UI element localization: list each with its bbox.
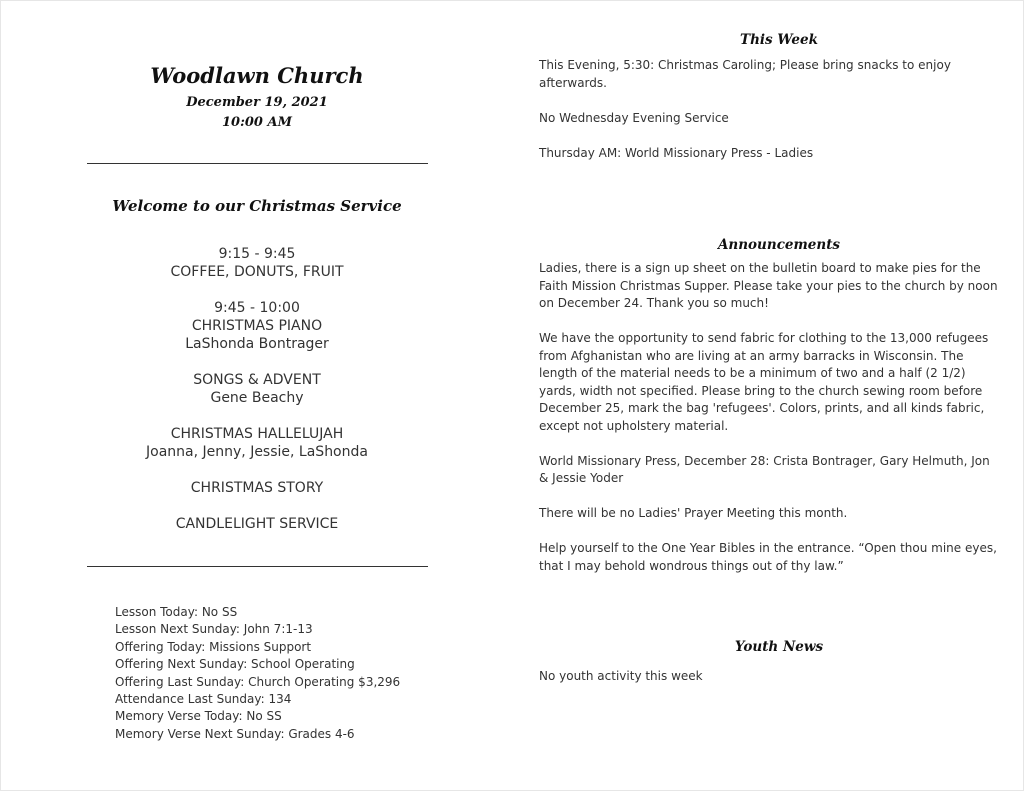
program-item [1, 245, 513, 281]
info-row: Lesson Next Sunday: John 7:1-13 [115, 622, 313, 637]
announcement-item: There will be no Ladies' Prayer Meeting this month. [539, 506, 848, 520]
announcement-item: World Missionary Press, December 28: Crista Bontrager, Gary Helmuth, Jon & Jessie Yoder [539, 453, 990, 485]
program-list [1, 245, 513, 551]
welcome-heading: Welcome to our Christmas Service [112, 197, 402, 215]
program-time: 9:15 - 9:45 [218, 246, 296, 262]
left-panel [1, 1, 513, 792]
announcements-body [539, 260, 999, 593]
this-week-item: This Evening, 5:30: Christmas Caroling; Please bring snacks to enjoy afterwards. [539, 58, 951, 90]
program-title: CHRISTMAS PIANO [191, 318, 323, 334]
info-row: Offering Next Sunday: School Operating [115, 657, 355, 672]
program-item [1, 371, 513, 407]
program-item [1, 515, 513, 533]
service-time: 10:00 AM [222, 115, 292, 130]
program-performer: Joanna, Jenny, Jessie, LaShonda [146, 444, 368, 460]
church-name: Woodlawn Church [150, 63, 364, 88]
program-time: 9:45 - 10:00 [214, 300, 300, 316]
program-title: CANDLELIGHT SERVICE [175, 516, 339, 532]
this-week-item: Thursday AM: World Missionary Press - Ladies [539, 145, 814, 160]
program-performer: Gene Beachy [210, 390, 304, 406]
announcement-item: We have the opportunity to send fabric for clothing to the 13,000 refugees from Afghanistan who are living at an army barracks in Wisconsin. The length of the material needs to be a minimum of two and a half (2 1/2) yards, width not specified. Please bring to the church sewing room before December 25, mark the bag 'refugees'. Colors, prints, and all kinds fabric, except not upholstery material. [539, 331, 989, 433]
info-row: Offering Last Sunday: Church Operating $3,296 [115, 674, 401, 689]
program-title: COFFEE, DONUTS, FRUIT [170, 264, 344, 280]
announcements-heading: Announcements [717, 237, 841, 253]
info-row: Memory Verse Today: No SS [115, 709, 282, 724]
youth-news-heading: Youth News [734, 639, 824, 655]
divider-top [87, 163, 428, 164]
info-list [115, 604, 495, 743]
program-performer: LaShonda Bontrager [185, 336, 329, 352]
this-week-item: No Wednesday Evening Service [539, 110, 729, 125]
program-item [1, 299, 513, 353]
info-row: Lesson Today: No SS [115, 605, 238, 619]
announcement-item: Ladies, there is a sign up sheet on the bulletin board to make pies for the Faith Mission Christmas Supper. Please take your pies to the church by noon on December 24. Thank you so much! [539, 261, 998, 310]
program-title: CHRISTMAS STORY [190, 480, 324, 496]
program-item [1, 425, 513, 461]
youth-news-body [539, 668, 999, 703]
program-title: SONGS & ADVENT [193, 372, 321, 388]
program-title: CHRISTMAS HALLELUJAH [170, 426, 344, 442]
this-week-heading: This Week [740, 32, 818, 48]
right-panel [513, 1, 1024, 792]
youth-news-item: No youth activity this week [539, 669, 703, 683]
service-date: December 19, 2021 [186, 95, 328, 110]
this-week-body [539, 57, 999, 180]
info-row: Attendance Last Sunday: 134 [115, 692, 292, 707]
divider-bottom [87, 566, 428, 567]
program-item [1, 479, 513, 497]
info-row: Offering Today: Missions Support [115, 639, 312, 654]
info-row: Memory Verse Next Sunday: Grades 4-6 [115, 726, 355, 741]
announcement-item: Help yourself to the One Year Bibles in the entrance. “Open thou mine eyes, that I may behold wondrous things out of thy law.” [539, 541, 997, 573]
